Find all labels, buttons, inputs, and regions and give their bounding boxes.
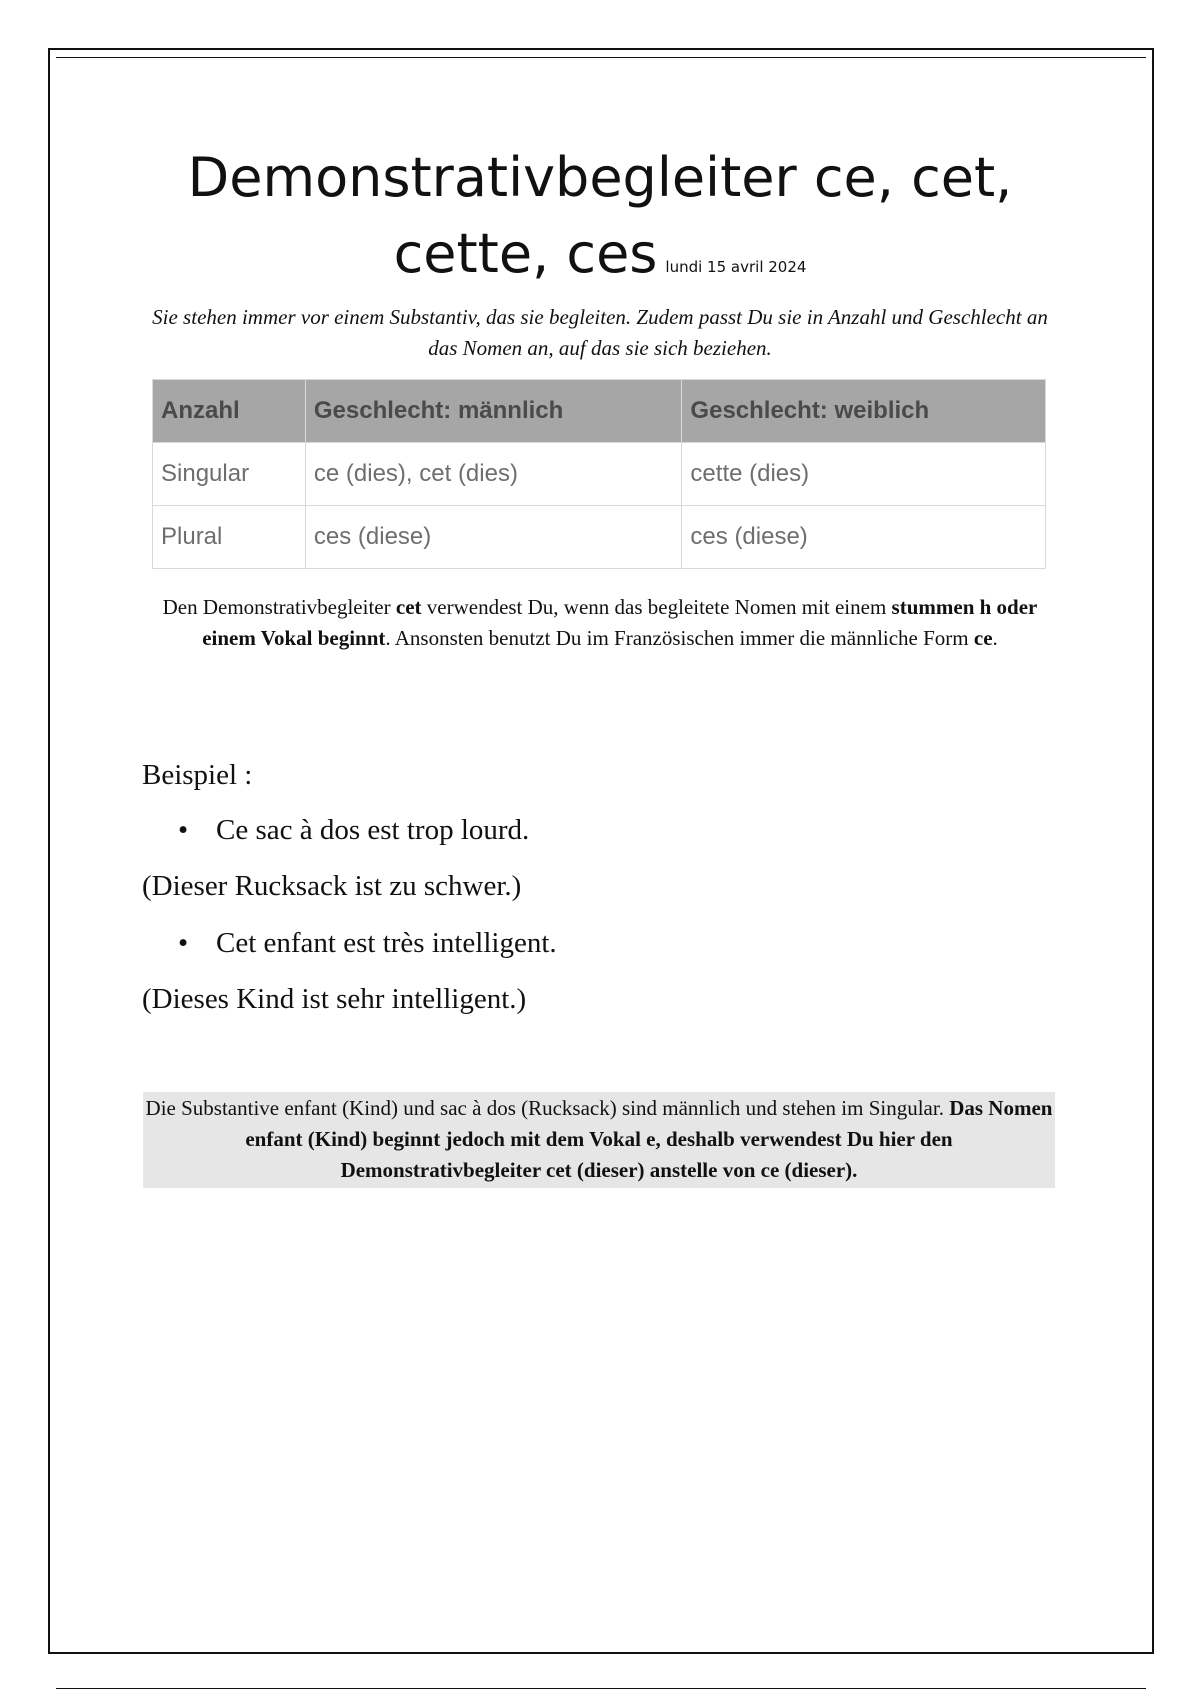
example-french: Ce sac à dos est trop lourd. bbox=[216, 814, 530, 846]
title-line-2: cette, ces bbox=[393, 222, 658, 285]
table-cell: ces (diese) bbox=[305, 506, 682, 569]
rule-note-text: . Ansonsten benutzt Du im Französischen immer die männliche Form bbox=[385, 626, 974, 650]
example-french: Cet enfant est très intelligent. bbox=[216, 927, 557, 959]
rule-note-text: . bbox=[992, 626, 998, 650]
table-cell: ce (dies), cet (dies) bbox=[305, 443, 682, 506]
explanation-bold: Das Nomen enfant (Kind) beginnt jedoch mit dem Vokal e, deshalb verwendest Du hier den Demonstrativbegleiter cet (dieser) anstelle von ce (dieser). bbox=[245, 1096, 1053, 1182]
explanation-box bbox=[143, 1092, 1055, 1188]
bullet-icon: • bbox=[178, 927, 189, 959]
example-german: (Dieser Rucksack ist zu schwer.) bbox=[142, 870, 522, 902]
rule-note-paragraph bbox=[145, 592, 1055, 654]
page-title bbox=[100, 140, 1100, 292]
date-label: lundi 15 avril 2024 bbox=[665, 258, 807, 276]
table-cell: ces (diese) bbox=[682, 506, 1046, 569]
rule-note-bold: cet bbox=[395, 595, 422, 619]
top-divider bbox=[56, 57, 1146, 58]
header-maennlich: Geschlecht: männlich bbox=[305, 380, 682, 443]
demonstrative-table bbox=[152, 379, 1046, 569]
list-item bbox=[178, 925, 557, 961]
example-german: (Dieses Kind ist sehr intelligent.) bbox=[142, 983, 527, 1015]
rule-note-bold: ce bbox=[973, 626, 993, 650]
bullet-icon: • bbox=[178, 814, 189, 846]
bottom-divider bbox=[56, 1688, 1146, 1689]
intro-paragraph: Sie stehen immer vor einem Substantiv, das sie begleiten. Zudem passt Du sie in Anzahl und Geschlecht an das Nomen an, auf das sie sich beziehen. bbox=[152, 305, 1048, 360]
table-row bbox=[153, 443, 1046, 506]
list-item bbox=[178, 812, 529, 848]
table-cell: Singular bbox=[153, 443, 306, 506]
explanation-text: Die Substantive enfant (Kind) und sac à dos (Rucksack) sind männlich und stehen im Singular. bbox=[145, 1096, 950, 1120]
table-cell: cette (dies) bbox=[682, 443, 1046, 506]
example-heading: Beispiel : bbox=[142, 759, 253, 791]
header-anzahl: Anzahl bbox=[153, 380, 306, 443]
table-row bbox=[153, 506, 1046, 569]
rule-note-text: verwendest Du, wenn das begleitete Nomen mit einem bbox=[421, 595, 892, 619]
title-line-1: Demonstrativbegleiter ce, cet, bbox=[187, 146, 1013, 209]
rule-note-bold: stummen h oder einem Vokal beginnt bbox=[202, 595, 1038, 650]
header-weiblich: Geschlecht: weiblich bbox=[682, 380, 1046, 443]
table-cell: Plural bbox=[153, 506, 306, 569]
table-header-row bbox=[153, 380, 1046, 443]
rule-note-text: Den Demonstrativbegleiter bbox=[162, 595, 396, 619]
